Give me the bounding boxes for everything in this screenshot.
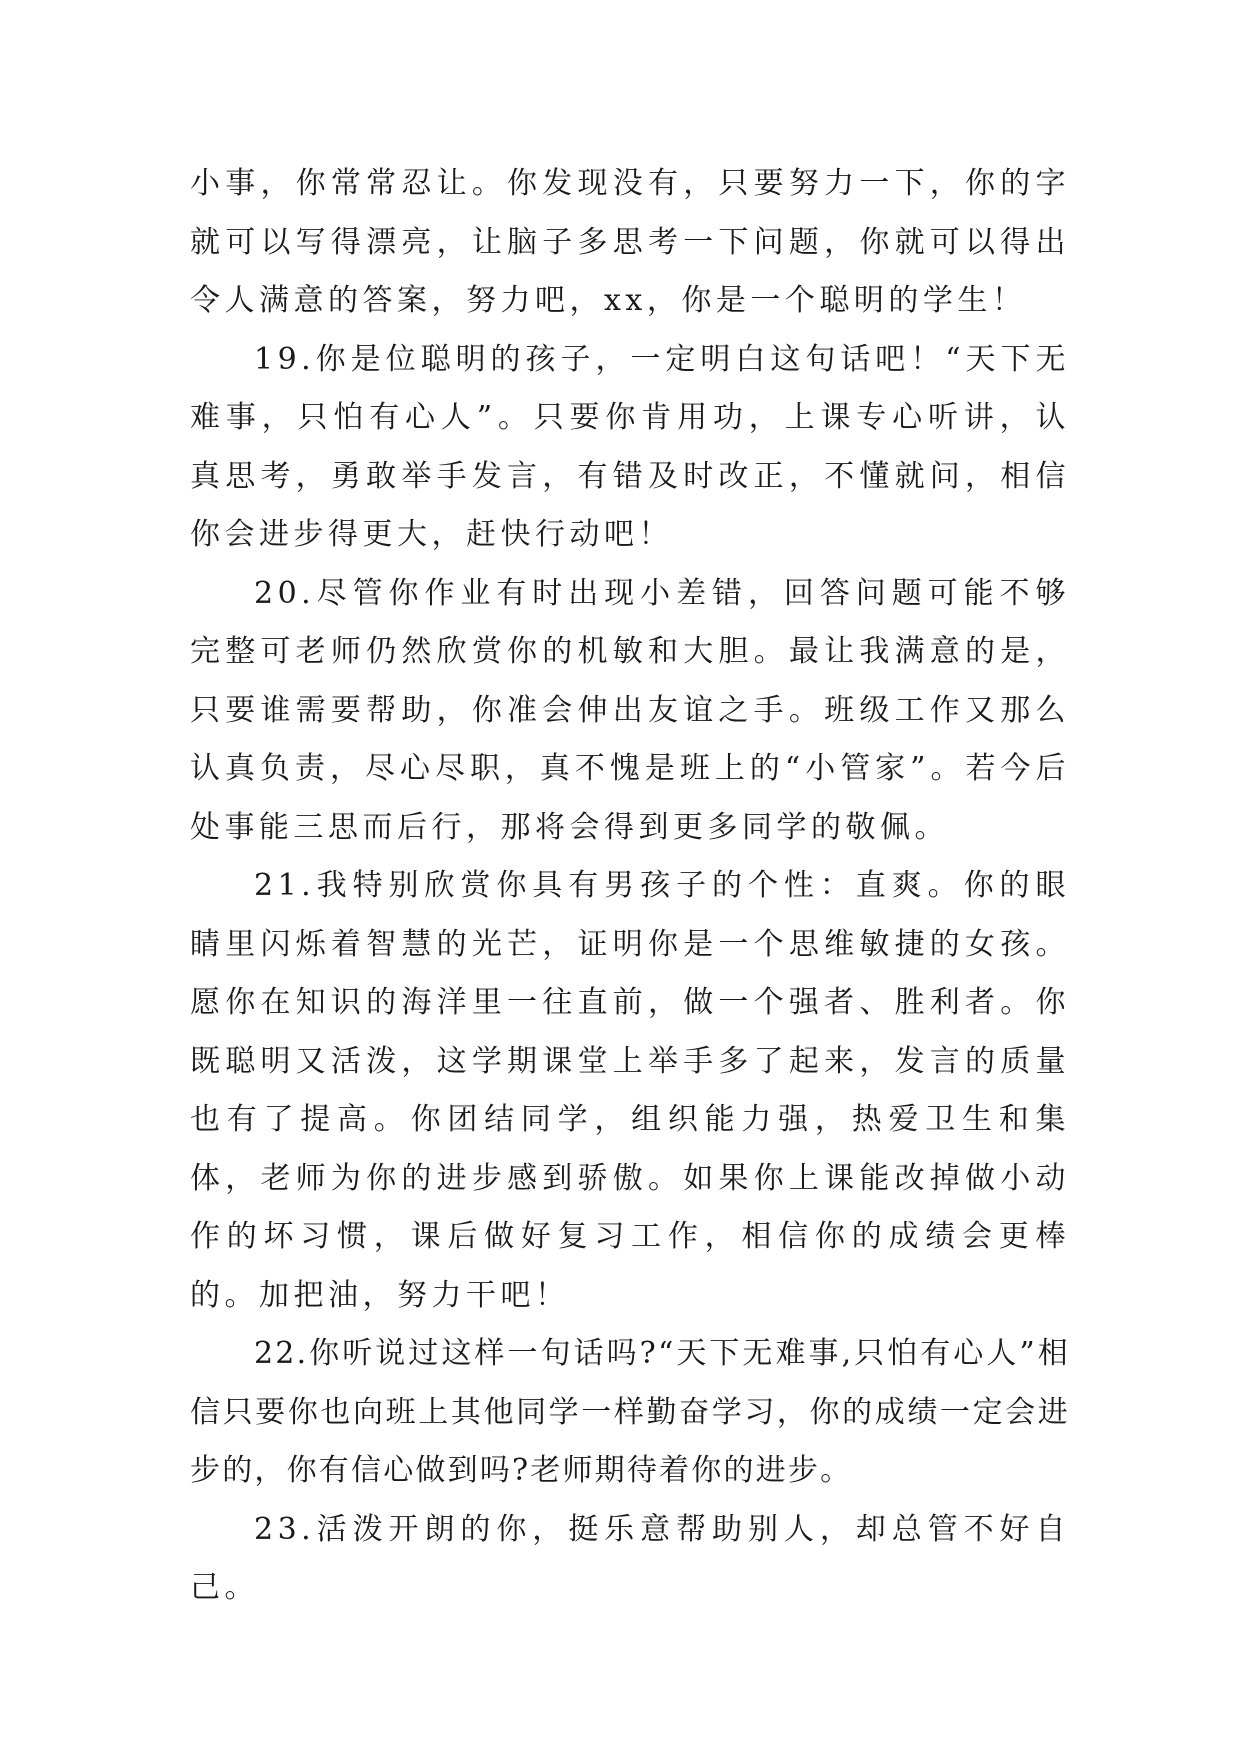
paragraph-continuation: 小事，你常常忍让。你发现没有，只要努力一下，你的字就可以写得漂亮，让脑子多思考一下问题，你就可以得出令人满意的答案，努力吧，xx，你是一个聪明的学生！ xyxy=(190,166,1070,318)
document-body xyxy=(190,155,1070,1618)
paragraph-comment-19: 19.你是位聪明的孩子，一定明白这句话吧！“天下无难事，只怕有心人”。只要你肯用功，上课专心听讲，认真思考，勇敢举手发言，有错及时改正，不懂就问，相信你会进步得更大，赶快行动吧！ xyxy=(190,341,1070,552)
paragraph-comment-20: 20.尽管你作业有时出现小差错，回答问题可能不够完整可老师仍然欣赏你的机敏和大胆。最让我满意的是，只要谁需要帮助，你准会伸出友谊之手。班级工作又那么认真负责，尽心尽职，真不愧是班上的“小管家”。若今后处事能三思而后行，那将会得到更多同学的敬佩。 xyxy=(190,575,1070,845)
paragraph-comment-21: 21.我特别欣赏你具有男孩子的个性：直爽。你的眼睛里闪烁着智慧的光芒，证明你是一个思维敏捷的女孩。愿你在知识的海洋里一往直前，做一个强者、胜利者。你既聪明又活泼，这学期课堂上举手多了起来，发言的质量也有了提高。你团结同学，组织能力强，热爱卫生和集体，老师为你的进步感到骄傲。如果你上课能改掉做小动作的坏习惯，课后做好复习工作，相信你的成绩会更棒的。加把油，努力干吧！ xyxy=(190,868,1070,1313)
paragraph-comment-22: 22.你听说过这样一句话吗?“天下无难事,只怕有心人”相信只要你也向班上其他同学一样勤奋学习，你的成绩一定会进步的，你有信心做到吗?老师期待着你的进步。 xyxy=(190,1336,1070,1488)
paragraph-comment-23: 23.活泼开朗的你，挺乐意帮助别人，却总管不好自己。 xyxy=(190,1511,1070,1605)
